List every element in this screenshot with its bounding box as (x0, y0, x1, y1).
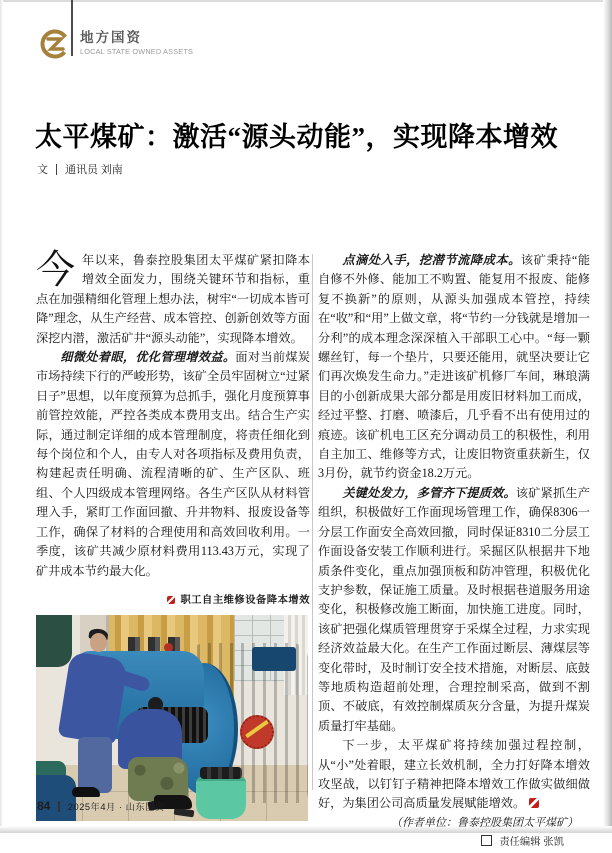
left-column (36, 251, 310, 821)
footer-separator (58, 801, 60, 812)
caption-marker-icon (167, 596, 175, 604)
page-edge-right (603, 0, 612, 833)
photo-standing-worker-shoe (72, 787, 100, 797)
photo-spare-parts (200, 767, 242, 779)
paragraph-1 (36, 251, 310, 348)
editor-box-icon (481, 835, 492, 846)
magazine-logo-icon (40, 29, 70, 59)
paragraph-4 (318, 484, 590, 736)
paragraph-1-text: 年以来，鲁泰控股集团太平煤矿紧扣降本增效全面发力，围绕关键环节和指标，重点在加强精细化管理上想办法，树牢“一切成本皆可降”理念，从生产经营、成本管控、创新创效等方面深挖内潜，激活矿井“源头动能”，实现降本增效。 (36, 253, 310, 345)
byline (37, 161, 123, 177)
page-number: 84 (37, 799, 51, 813)
header-divider-rule (71, 0, 73, 56)
paragraph-3 (318, 251, 590, 484)
photo-standing-worker-legs (78, 737, 112, 793)
paragraph-4-text: 该矿紧抓生产组织，积极做好工作面现场管理工作，确保8306一分层工作面安全高效回撤，同时保证8310二分层工作面设备安装工作顺利进行。采掘区队根据井下地质条件变化，重点加强顶板和防冲管理，积极优化支护参数，保证施工质量。及时根据巷道服务用途变化，积极修改施工断面，加快施工进度。同时，该矿把强化煤质管理贯穿于采煤全过程，力求实现经济效益最大化。在生产工作面过断层、薄煤层等变化带时，及时制订安全技术措施，对断层、底鼓等地质构造超前处理，合理控制采高，做到不割顶、不破底，有效控制煤质灰分含量，为提升煤炭质量打牢基础。 (318, 485, 590, 733)
byline-author: 通讯员 刘南 (65, 164, 123, 176)
photo-caption (36, 591, 310, 610)
byline-label: 文 (37, 164, 48, 176)
paragraph-3-lead: 点滴处入手，挖潜节流降成本。 (342, 253, 521, 267)
right-column (318, 251, 590, 853)
photo-caption-text: 职工自主维修设备降本增效 (180, 594, 310, 606)
paragraph-2 (36, 348, 310, 581)
drop-cap: 今 (36, 249, 76, 292)
column-divider-rule (312, 254, 313, 790)
photo-motor-junction-box (252, 647, 296, 671)
footer-issue: 2025年4月 · 山东国资 (67, 802, 165, 812)
photo-teal-machine-corner (36, 615, 72, 667)
editor-line (318, 833, 590, 852)
masthead (80, 31, 198, 55)
page-edge-left (0, 0, 3, 833)
paragraph-5-text: 下一步，太平煤矿将持续加强过程控制，从“小”处着眼，建立长效机制，全力打好降本增效攻坚战，以钉钉子精神把降本增效工作做实做细做好，为集团公司高质量发展赋能增效。 (318, 738, 590, 811)
page-edge-top (0, 0, 612, 2)
paragraph-5 (318, 736, 590, 814)
article-end-mark-icon (529, 798, 539, 808)
article-title: 太平煤矿：激活“源头动能”，实现降本增效 (35, 122, 558, 153)
masthead-en: LOCAL STATE OWNED ASSETS (80, 46, 194, 56)
paragraph-2-lead: 细微处着眼，优化管理增效益。 (60, 350, 236, 365)
paragraph-2-text: 面对当前煤炭市场持续下行的严峻形势，该矿全员牢固树立“过紧日子”思想，以年度预算为总抓手，强化月度预算事前管控效能，严控各类成本费用支出。结合生产实际，通过制定详细的成本管理制度，将责任细化到每个岗位和个人，由专人对各项指标及费用负责，构建起责任明确、流程清晰的矿、生产区队、班组、个人四级成本管理网络。各生产区队从材料管理入手，紧盯工作面回撤、升井物料、报废设备等工作，确保了材料的合理使用和高效回收利用。一季度，该矿共减少原材料费用113.43万元，实现了矿井成本节约最大化。 (36, 350, 311, 578)
masthead-cn: 地方国资 (80, 30, 142, 45)
author-unit-line: （作者单位：鲁泰控股集团太平煤矿） (391, 816, 578, 829)
article-photo (36, 615, 308, 821)
editor-name: 责任编辑 张凯 (499, 837, 564, 849)
photo-green-basket (196, 777, 246, 819)
byline-separator (56, 164, 57, 175)
paragraph-4-lead: 关键处发力，多管齐下提质效。 (342, 485, 516, 500)
page-footer (37, 799, 165, 813)
paragraph-3-text: 该矿秉持“能自修不外修、能加工不购置、能复用不报废、能修复不换新”的原则，从源头加强成本管控，持续在“收”和“用”上做文章，将“节约一分钱就是增加一分利”的成本理念深深植入干部职工心中。“每一颗螺丝钉，每一个垫片，只要还能用，就坚决要让它们再次焕发生命力。”走进该矿机修厂车间，琳琅满目的小创新成果大部分都是用废旧材料加工而成，经过平整、打磨、喷漆后，几乎看不出有使用过的痕迹。该矿机电工区充分调动员工的积极性，利用自主加工、维修等方式，让废旧物资重获新生，仅3月份，就节约资金18.2万元。 (318, 253, 591, 481)
